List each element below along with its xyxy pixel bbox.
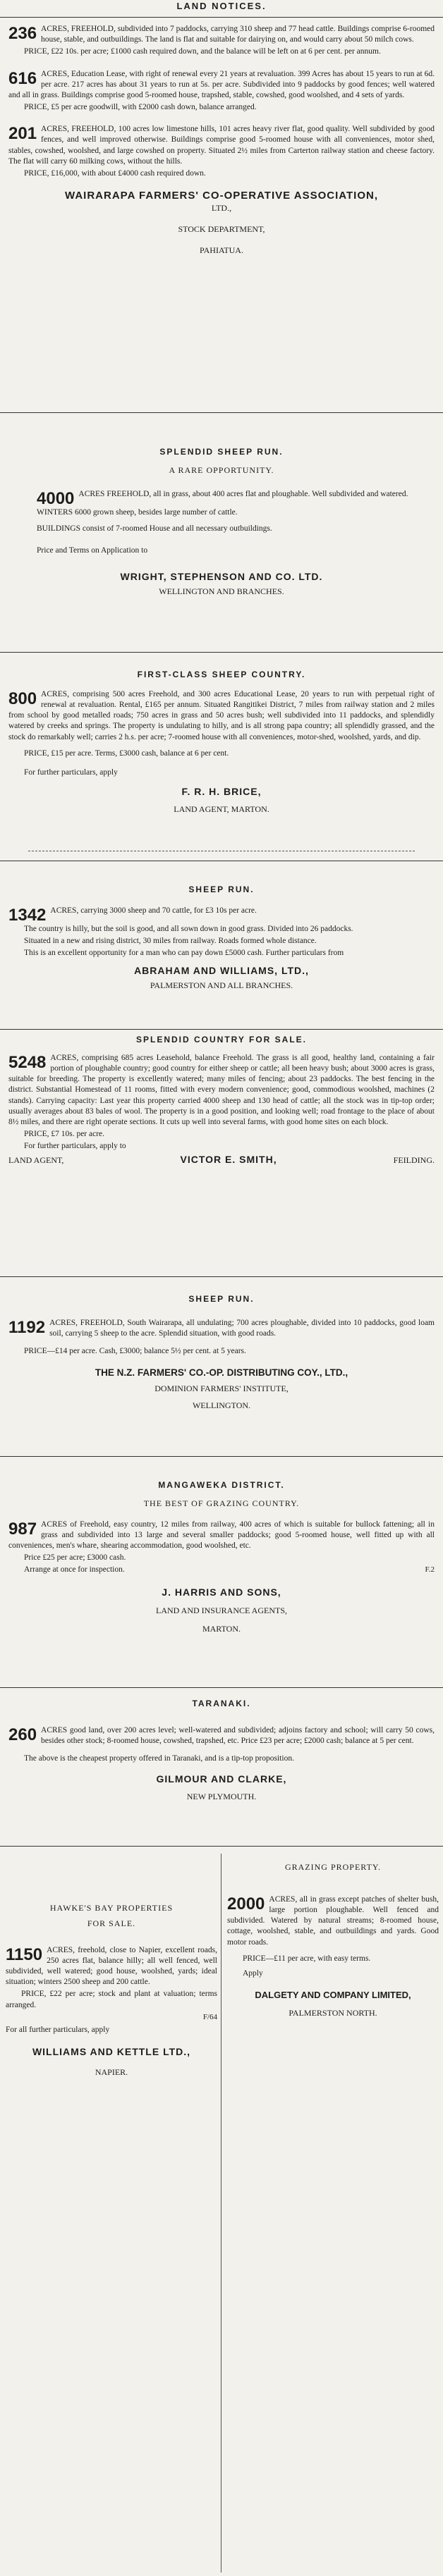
listing-price: PRICE, £15 per acre. Terms, £3000 cash, balance at 6 per cent.	[24, 748, 229, 758]
listing-price: Price £25 per acre; £3000 cash.	[24, 1553, 126, 1563]
listing-price: PRICE, £7 10s. per acre.	[24, 1130, 105, 1139]
listing-para: Situated in a new and rising district, 30 miles from railway. Roads formed whole distance.	[24, 937, 317, 945]
advertiser-name: DALGETY AND COMPANY LIMITED,	[255, 1990, 411, 2001]
listing-price: PRICE, £22 10s. per acre; £1000 cash required down, and the balance will be left on at 6 per cent. per annum.	[24, 47, 381, 56]
ad-first-class-sheep-country	[0, 670, 443, 815]
listing-number: 5248	[8, 1052, 47, 1072]
listing-616	[8, 69, 435, 101]
listing-text: ACRES, all in grass except patches of shelter bush, large portion ploughable. Well fenced and subdivided. Watered by natural streams; 8-roomed house, cottage, woolshed, stable, and outbuildings and yards. Good motor roads.	[227, 1894, 439, 1947]
reference-code: F/64	[202, 2012, 217, 2021]
further-line: For further particulars, apply	[24, 768, 118, 777]
ad-title: SPLENDID COUNTRY FOR SALE.	[135, 1035, 307, 1044]
listing-text: ACRES, FREEHOLD, South Wairarapa, all undulating; 700 acres ploughable, divided into 10 paddocks, good loam soil, carrying 5 sheep to the acre. Splendid situation, with good roads.	[49, 1318, 435, 1338]
advertiser-role: LAND AGENT, MARTON.	[174, 803, 269, 814]
advertiser-name: F. R. H. BRICE,	[181, 786, 262, 798]
ad-title: FIRST-CLASS SHEEP COUNTRY.	[137, 670, 306, 679]
listing-winters: WINTERS 6000 grown sheep, besides large number of cattle.	[37, 507, 238, 517]
listing-text: ACRES of Freehold, easy country, 12 miles from railway, 400 acres of which is suitable for bullock fattening; all in grass and subdivided into 13 large and several smaller paddocks; good 5-roomed house, well fitted up with all conveniences, men's whare, shearing accommodation, good woolshed, etc.	[8, 1520, 435, 1550]
ad-title: SPLENDID SHEEP RUN.	[159, 447, 284, 457]
ad-splendid-sheep-run	[0, 447, 443, 597]
ad-title: HAWKE'S BAY PROPERTIES	[49, 1903, 174, 1913]
listing-1342	[8, 905, 435, 925]
advertiser-branch: WELLINGTON AND BRANCHES.	[159, 586, 284, 596]
advertiser-name: GILMOUR AND CLARKE,	[156, 1773, 287, 1785]
ad-title: SHEEP RUN.	[188, 1294, 255, 1304]
listing-price: PRICE—£11 per acre, with easy terms.	[243, 1954, 371, 1963]
divider	[0, 1687, 443, 1688]
advertiser-name: WILLIAMS AND KETTLE LTD.,	[32, 2046, 191, 2058]
advertiser-name: VICTOR E. SMITH,	[180, 1154, 277, 1166]
ad-sheep-run-1192	[0, 1294, 443, 1412]
listing-text: ACRES, Education Lease, with right of renewal every 21 years at revaluation. 399 Acres has about 15 years to run at 6d. per acre. 217 acres has about 31 years to run at 5s. per acre. Subdivided into 9 paddocks by good fences; well watered and all in grass. Buildings comprise good 5-roomed house, trapshed, stable, cowshed, good woolshed, and 4 sets of yards.	[8, 69, 435, 99]
listing-note: The above is the cheapest property offered in Taranaki, and is a tip-top proposition.	[24, 1754, 294, 1763]
further-line: For all further particulars, apply	[6, 2026, 110, 2035]
arrange-row	[8, 1565, 435, 1577]
advertiser-dept: STOCK DEPARTMENT,	[178, 223, 265, 234]
ad-title: SHEEP RUN.	[188, 885, 255, 894]
apply-line: Price and Terms on Application to	[37, 546, 148, 555]
listing-number: 260	[8, 1725, 37, 1744]
listing-number: 616	[8, 68, 37, 88]
listing-800	[8, 689, 435, 743]
advertiser-ltd: LTD.,	[211, 202, 232, 213]
arrange-line: Arrange at once for inspection.	[24, 1565, 125, 1574]
advertiser-name: J. HARRIS AND SONS,	[162, 1586, 281, 1598]
divider	[0, 412, 443, 413]
listing-text: ACRES, comprising 685 acres Leasehold, balance Freehold. The grass is all good, healthy land, containing a fair portion of ploughable country; good country for either sheep or cattle; all been heavy bush; about 3000 acres is grass, suitable for breeding. The property is excellently watered; many miles of fencing; about 23 paddocks. The best fencing in the district. Substantial Homestead of 11 rooms, fitted with every modern convenience; good, commodious woolshed, machines (2 stands). Carrying capacity: Last year this property carried 4000 sheep and 130 head of cattle; all the stock was in tip-top order; usually averages about 83 bales of wool. The property is in a good position, and looking well; road frontage to the place of about 8½ miles, and there are right operate sections. It cuts up well into several farms, with good home sites on each block.	[8, 1053, 435, 1126]
agent-row	[8, 1153, 435, 1166]
listing-price: PRICE, £5 per acre goodwill, with £2000 cash down, balance arranged.	[24, 103, 257, 112]
listing-text: ACRES, freehold, close to Napier, excellent roads, 250 acres flat, balance hilly; all well fenced, well subdivided, well watered; good house, woolshed, yards; ideal situation; winters 2500 sheep and 200 cattle.	[6, 1945, 217, 1987]
listing-price: PRICE—£14 per acre. Cash, £3000; balance 5½ per cent. at 5 years.	[24, 1347, 246, 1356]
ad-taranaki	[0, 1699, 443, 1803]
listing-260	[8, 1725, 435, 1746]
listing-number: 1192	[8, 1317, 46, 1337]
listing-buildings: BUILDINGS consist of 7-roomed House and all necessary outbuildings.	[37, 524, 272, 533]
divider	[0, 1029, 443, 1030]
agent-label: LAND AGENT,	[8, 1155, 64, 1166]
section-header	[0, 0, 443, 12]
listing-number: 2000	[227, 1894, 265, 1913]
listing-201	[8, 124, 435, 167]
advertiser-branch: PALMERSTON AND ALL BRANCHES.	[150, 980, 293, 990]
listing-text: ACRES, carrying 3000 sheep and 70 cattle, for £3 10s per acre.	[50, 906, 257, 915]
ad-grazing-property	[227, 1862, 439, 2019]
listing-number: 987	[8, 1519, 37, 1539]
ad-title: TARANAKI.	[192, 1699, 251, 1708]
ad-title-line2: FOR SALE.	[87, 1918, 136, 1928]
advertiser-town: PALMERSTON NORTH.	[289, 2008, 377, 2019]
advertiser-town: NAPIER.	[95, 2066, 128, 2077]
advertiser-town: WELLINGTON.	[192, 1400, 251, 1410]
advertiser-town: PAHIATUA.	[200, 245, 243, 255]
listing-text: ACRES FREEHOLD, all in grass, about 400 acres flat and ploughable. Well subdivided and watered.	[78, 489, 408, 498]
advertiser-name: THE N.Z. FARMERS' CO.-OP. DISTRIBUTING COY., LTD.,	[95, 1367, 348, 1379]
page-title: LAND NOTICES.	[176, 1, 267, 11]
advertiser-name: WRIGHT, STEPHENSON AND CO. LTD.	[120, 571, 323, 583]
apply-line: Apply	[243, 1968, 263, 1978]
divider	[0, 652, 443, 653]
header-rule	[0, 17, 443, 18]
divider	[0, 1846, 443, 1847]
listing-1192	[8, 1318, 435, 1339]
listing-1150	[6, 1945, 217, 1988]
listing-text: ACRES, comprising 500 acres Freehold, and 300 acres Educational Lease, 20 years to run with perpetual right of renewal at revaluation. Rental, £165 per annum. Situated Rangitikei District, 7 miles from railway station and 2 miles from school by good metalled roads; 750 acres in grass and 50 acres bush; well subdivided into 11 paddocks, and splendidly watered by creeks and springs. The property is undulating to hilly, and is all strong papa country; all splendidly grassed, and the stock do remarkably well; carries 2 h.s. per acre; 7-roomed house with all conveniences, motor-shed, woolshed, yards, and dip.	[8, 689, 435, 741]
advertiser-town: FEILDING.	[393, 1155, 435, 1166]
divider	[0, 1276, 443, 1277]
advertiser-institute: DOMINION FARMERS' INSTITUTE,	[154, 1383, 289, 1394]
ad-splendid-country	[0, 1035, 443, 1166]
listing-price: PRICE, £22 per acre; stock and plant at valuation; terms arranged.	[6, 1990, 217, 2009]
divider	[0, 1456, 443, 1457]
ad-title: GRAZING PROPERTY.	[284, 1862, 382, 1872]
listing-987	[8, 1520, 435, 1552]
further-line: For further particulars, apply to	[24, 1142, 126, 1151]
ad-subtitle: A RARE OPPORTUNITY.	[169, 464, 274, 475]
listing-number: 800	[8, 689, 37, 708]
listing-5248	[8, 1053, 435, 1128]
advertiser-name: ABRAHAM AND WILLIAMS, LTD.,	[134, 965, 309, 977]
listing-4000	[37, 488, 435, 508]
listing-236	[8, 24, 435, 45]
listing-text: ACRES, FREEHOLD, 100 acres low limestone hills, 101 acres heavy river flat, good quality. Well subdivided by good fences, and well improved otherwise. Buildings comprise good 5-roomed house with all conveniences, motor shed, stables, cowshed, woolshed, and large cowshed on property. Situated 2½ miles from Carterton railway station and cheese factory. The flat will carry 60 milking cows, without the hills.	[8, 125, 435, 166]
advertiser-town: NEW PLYMOUTH.	[186, 1791, 257, 1801]
listing-para: This is an excellent opportunity for a man who can pay down £5000 cash. Further particulars from	[24, 949, 344, 958]
column-divider	[221, 1854, 222, 2572]
ad-hawkes-bay	[6, 1903, 217, 2078]
advertiser-role: LAND AND INSURANCE AGENTS,	[155, 1605, 287, 1615]
listing-price: PRICE, £16,000, with about £4000 cash required down.	[24, 168, 206, 178]
listing-number: 201	[8, 124, 37, 144]
listing-number: 236	[8, 24, 37, 43]
listing-text: ACRES, FREEHOLD, subdivided into 7 paddocks, carrying 310 sheep and 77 head cattle. Buildings comprise 6-roomed house, stable, and outbuildings. The land is flat and suitable for dairying on, and would carry about 50 milch cows.	[41, 25, 435, 44]
reference-code: F.2	[425, 1565, 435, 1574]
ad-subtitle: THE BEST OF GRAZING COUNTRY.	[143, 1498, 300, 1508]
listing-number: 1150	[6, 1945, 43, 1964]
listing-2000	[227, 1894, 439, 1948]
listing-number: 1342	[8, 905, 47, 925]
ad-title: MANGAWEKA DISTRICT.	[158, 1480, 285, 1490]
advertiser-name: WAIRARAPA FARMERS' CO-OPERATIVE ASSOCIATION,	[65, 190, 378, 202]
listing-number: 4000	[37, 488, 75, 508]
ad-mangaweka	[0, 1480, 443, 1635]
ad-wairarapa	[0, 24, 443, 256]
advertiser-town: MARTON.	[202, 1623, 241, 1634]
listing-text: ACRES good land, over 200 acres level; well-watered and subdivided; adjoins factory and school; will carry 50 cows, besides other stock; 8-roomed house, cowshed, trapshed, etc. Price £23 per acre; £2000 cash; balance at 5 per cent.	[41, 1725, 435, 1745]
listing-para: The country is hilly, but the soil is good, and all sown down in good grass. Divided into 26 paddocks.	[24, 924, 353, 933]
ad-sheep-run-1342	[0, 885, 443, 992]
